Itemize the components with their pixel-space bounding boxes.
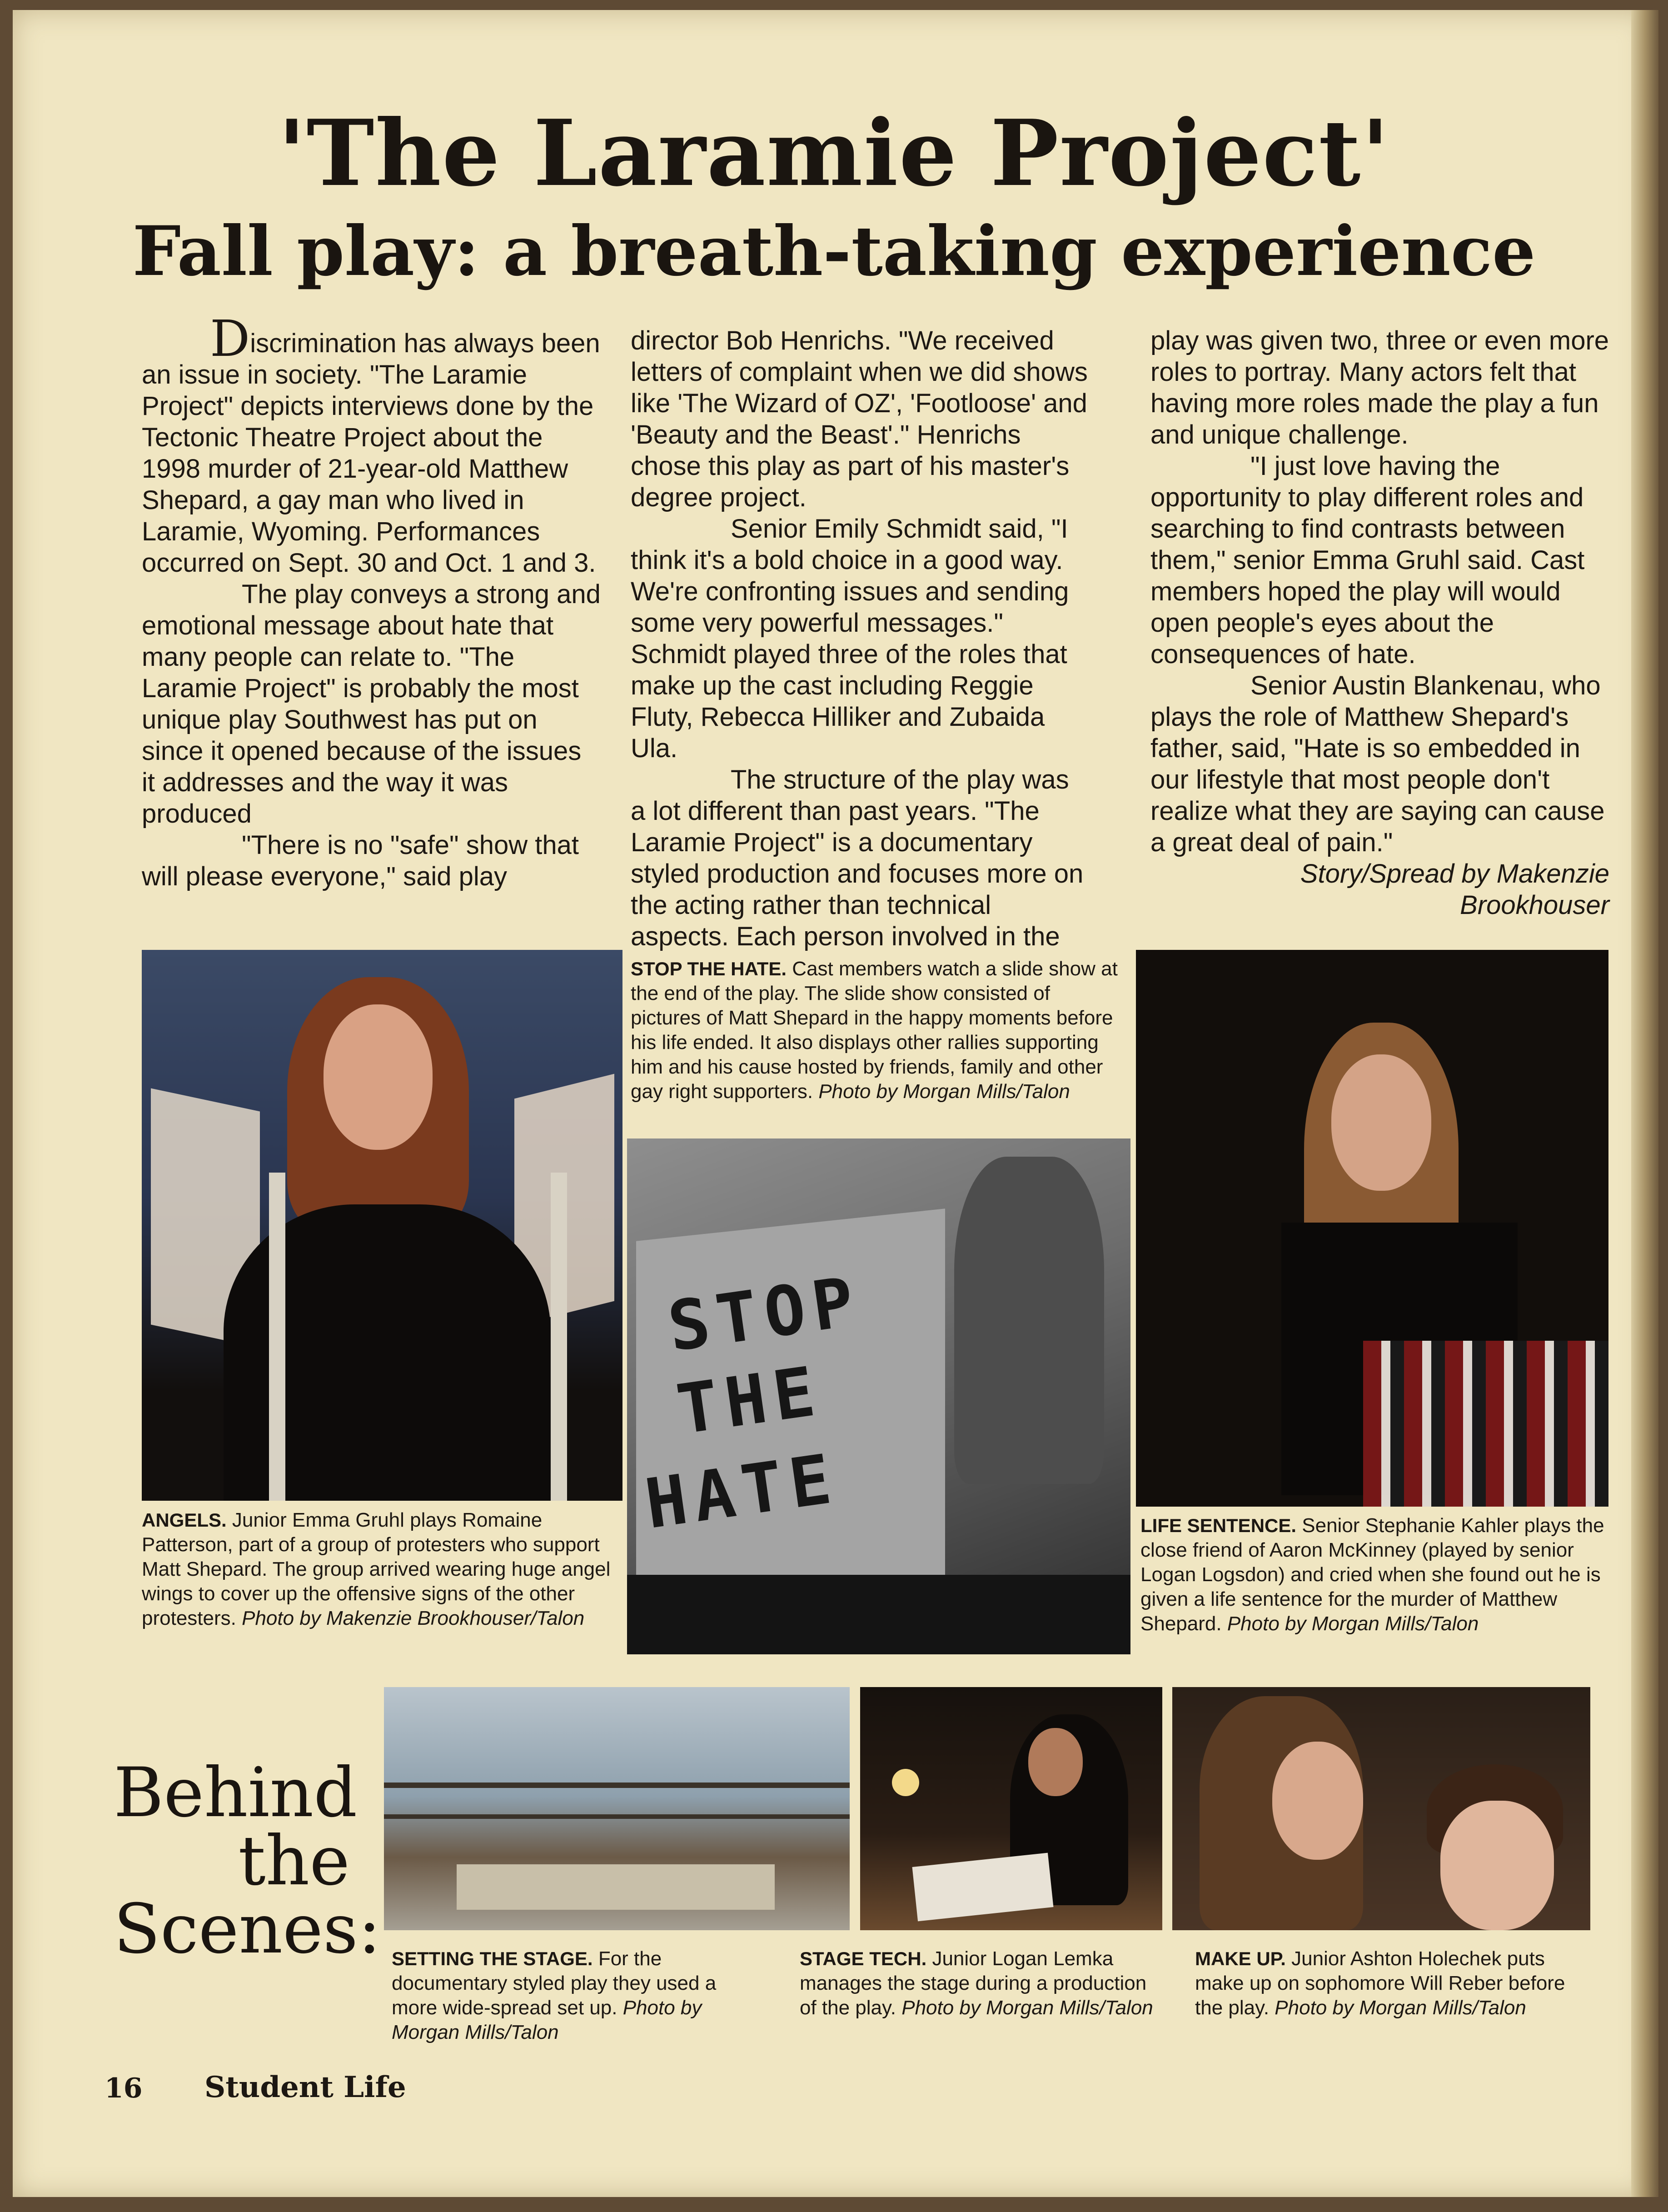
article-paragraph: "There is no "safe" show that will please everyone," said play [142, 830, 579, 891]
article-paragraph: Senior Austin Blankenau, who plays the role of Matthew Shepard's father, said, "Hate is so embedded in our lifestyle that most people don't realize what they are saying can cause a great deal of pain." [1150, 671, 1605, 857]
stop-the-hate-photo [627, 1138, 1130, 1654]
pipe-prop [269, 1173, 285, 1501]
setting-the-stage-caption [392, 1947, 764, 2045]
make-up-photo [1172, 1687, 1590, 1930]
article-column-2 [631, 325, 1090, 952]
stage-tech-photo [860, 1687, 1162, 1930]
sign-word: HATE [640, 1439, 843, 1544]
script-paper [912, 1853, 1054, 1922]
page-number: 16 [105, 2072, 143, 2104]
actor-face [324, 1004, 433, 1150]
article-paragraph: "I just love having the opportunity to play different roles and searching to find contrasts between them," senior Emma Gruhl said. Cast members hoped the play will would open people's eyes about the consequences of hate. [1150, 451, 1585, 669]
stage-tech-caption [800, 1947, 1154, 2020]
caption-label: LIFE SENTENCE. [1140, 1515, 1297, 1536]
makeup-artist-face [1272, 1742, 1363, 1860]
sign-word: THE [672, 1351, 827, 1450]
photo-credit: Photo by Makenzie Brookhouser/Talon [242, 1607, 585, 1629]
behind-the-scenes-heading [114, 1753, 381, 1969]
caption-label: SETTING THE STAGE. [392, 1948, 593, 1969]
paragraph-text: iscrimination has always been an issue in society. "The Laramie Project" depicts interviews done by the Tectonic Theatre Project about the 1998 murder of 21-year-old Matthew Shepard, a gay man who lived in Laramie, Wyoming. Performances occurred on Sept. 30 and Oct. 1 and 3. [142, 329, 600, 578]
actor-face [1331, 1054, 1431, 1191]
caption-text: Cast members watch a slide show at the end of the play. The slide show consisted of pictures of Matt Shepard in the happy moments before his life ended. It also displays other rallies supporting him and his cause hosted by friends, family and other gay right supporters. [631, 958, 1118, 1103]
make-up-caption [1195, 1947, 1577, 2020]
caption-label: STAGE TECH. [800, 1948, 927, 1969]
stage-fence [384, 1814, 850, 1819]
stage-platform [457, 1864, 775, 1910]
caption-text: Senior Stephanie Kahler plays the close friend of Aaron McKinney (played by senior Logan Logsdon) and cried when she found out he is given a life sentence for the murder of Matthew Shepard. [1140, 1514, 1604, 1635]
photo-credit: Photo by Morgan Mills/Talon [392, 1997, 702, 2043]
stage-fence [384, 1783, 850, 1788]
page-title: 'The Laramie Project' [278, 100, 1390, 207]
caption-text: For the documentary styled play they used a more wide-spread set up. [392, 1947, 717, 2019]
actor-face [1440, 1801, 1554, 1930]
caption-label: MAKE UP. [1195, 1948, 1286, 1969]
angels-caption [142, 1508, 623, 1631]
heading-line: the [238, 1822, 350, 1901]
photo-credit: Photo by Morgan Mills/Talon [818, 1080, 1070, 1103]
story-byline: Story/Spread by Makenzie Brookhouser [1300, 859, 1609, 920]
article-paragraph: Senior Emily Schmidt said, "I think it's a bold choice in a good way. We're confronting issues and sending some very powerful messages." Schmidt played three of the roles that make up the cast including Reggie Fluty, Rebecca Hilliker and Zubaida Ula. [631, 514, 1069, 763]
article-column-3 [1150, 325, 1609, 921]
plaid-pants [1363, 1341, 1608, 1507]
drop-cap: D [210, 310, 250, 368]
caption-text: Junior Ashton Holechek puts make up on sophomore Will Reber before the play. [1195, 1947, 1565, 2019]
article-paragraph: The play conveys a strong and emotional message about hate that many people can relate to. "The Laramie Project" is probably the most unique play Southwest has put on since it opened because of the issues it addresses and the way it was produced [142, 579, 601, 829]
life-sentence-photo [1136, 950, 1608, 1507]
photo-credit: Photo by Morgan Mills/Talon [901, 1997, 1153, 2019]
stop-the-hate-caption [631, 957, 1121, 1104]
life-sentence-caption [1140, 1513, 1613, 1636]
article-paragraph: director Bob Henrichs. "We received letters of complaint when we did shows like 'The Wizard of OZ', 'Footloose' and 'Beauty and the Beast'." Henrichs chose this play as part of his master's degree project. [631, 326, 1088, 512]
sign-word: STOP [663, 1262, 866, 1367]
desk-lamp [892, 1769, 919, 1796]
book-spine [1631, 10, 1658, 2197]
heading-line: Scenes: [114, 1890, 381, 1969]
heading-line: Behind [114, 1753, 358, 1833]
section-name: Student Life [204, 2070, 406, 2104]
caption-text: Junior Logan Lemka manages the stage during a production of the play. [800, 1947, 1147, 2019]
article-paragraph: The structure of the play was a lot different than past years. "The Laramie Project" is a documentary styled production and focuses more on the acting rather than technical aspects. Each person involved in the [631, 765, 1084, 951]
article-column-1 [142, 310, 601, 892]
article-paragraph [142, 310, 601, 579]
caption-text: Junior Emma Gruhl plays Romaine Patterson, part of a group of protesters who support Matt Shepard. The group arrived wearing huge angel wings to cover up the offensive signs of the other protesters. [142, 1509, 611, 1629]
pipe-prop [551, 1173, 567, 1501]
technician-face [1028, 1728, 1083, 1796]
page-subtitle: Fall play: a breath-taking experience [132, 211, 1536, 291]
caption-label: ANGELS. [142, 1509, 227, 1531]
photo-credit: Photo by Morgan Mills/Talon [1275, 1997, 1526, 2019]
photo-credit: Photo by Morgan Mills/Talon [1227, 1613, 1479, 1635]
audience-silhouette [627, 1575, 1130, 1654]
angels-photo [142, 950, 622, 1501]
projected-figure [954, 1157, 1104, 1484]
setting-the-stage-photo [384, 1687, 850, 1930]
article-paragraph: play was given two, three or even more roles to portray. Many actors felt that having more roles made the play a fun and unique challenge. [1150, 326, 1609, 449]
caption-label: STOP THE HATE. [631, 958, 787, 979]
